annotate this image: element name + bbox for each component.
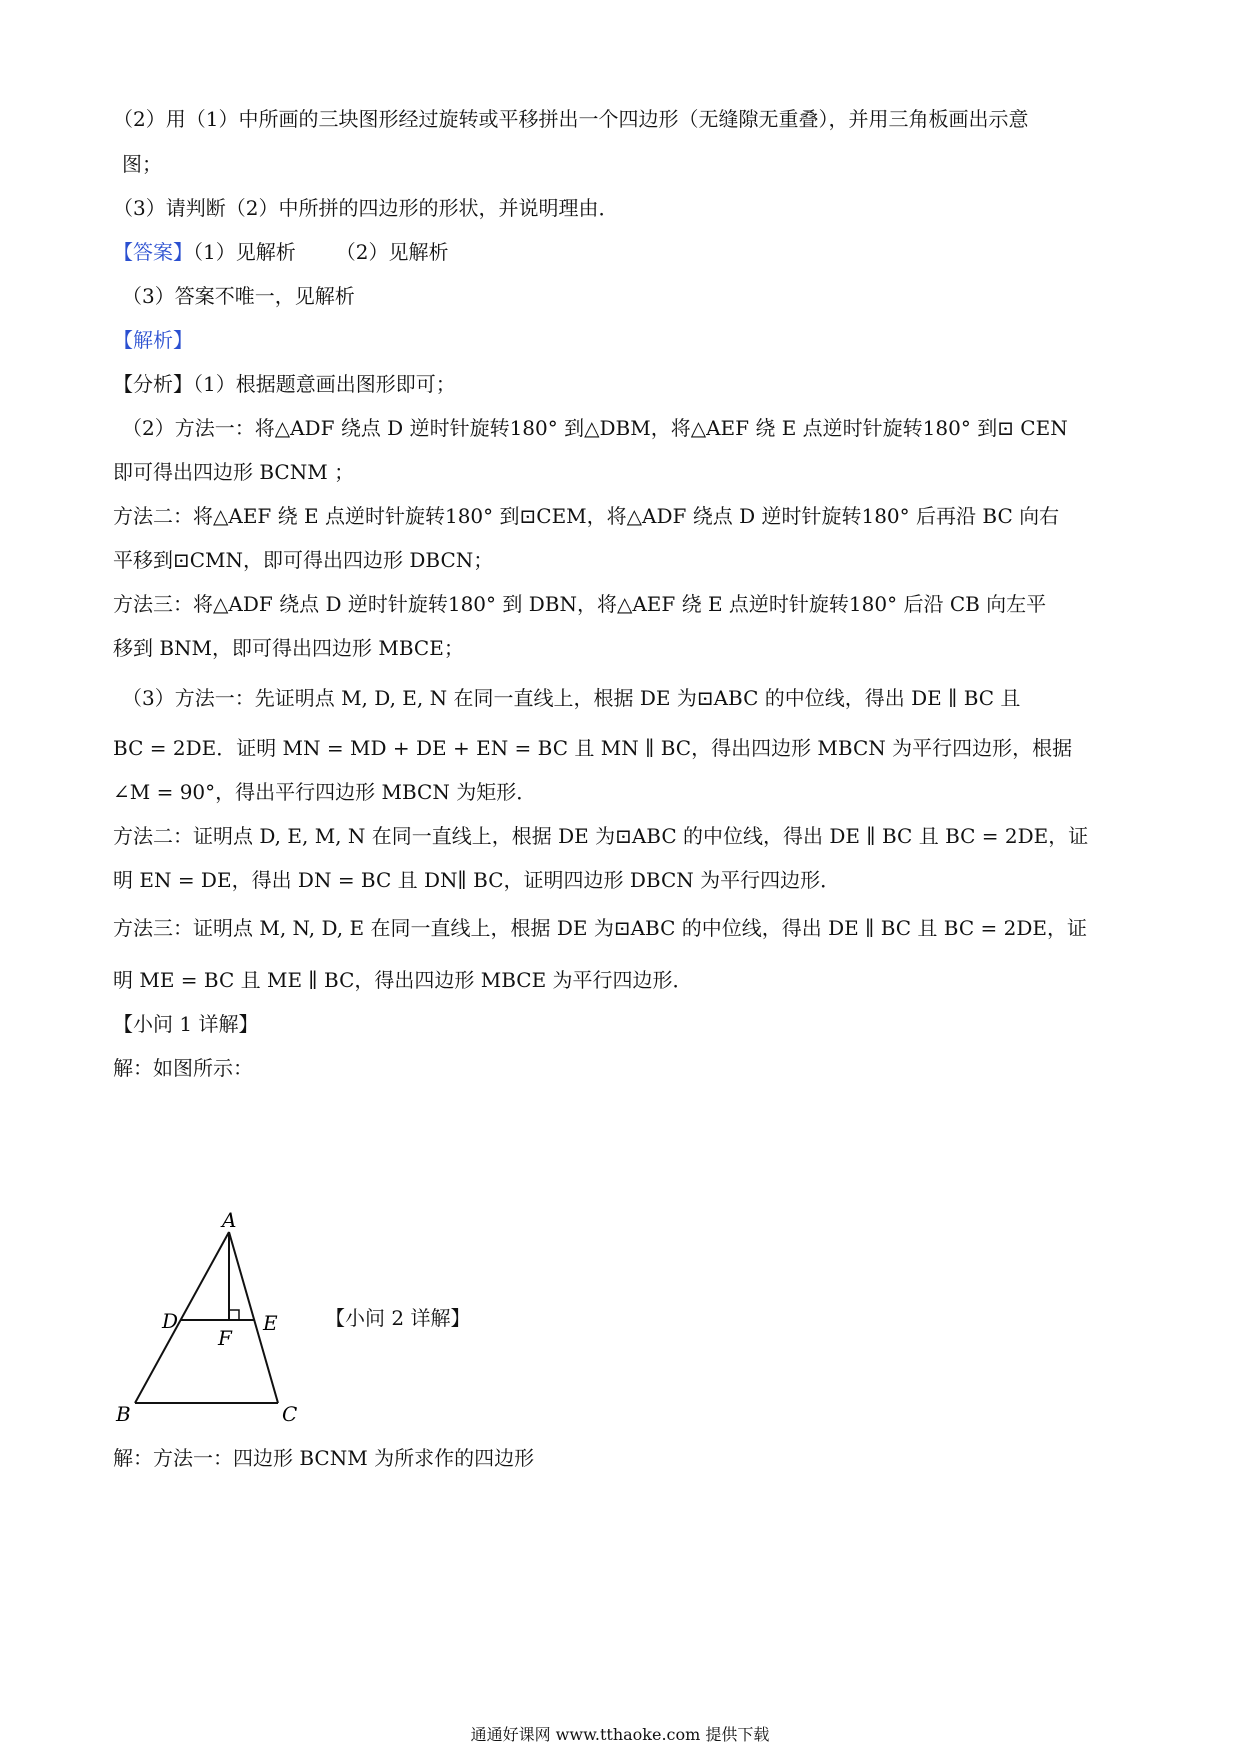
method-3-3: 方法三：证明点 M, N, D, E 在同一直线上，根据 DE 为⊡ABC 的中位线，得出 DE ∥ BC 且 BC = 2DE，证 — [113, 916, 1087, 940]
analysis-label: 【解析】 — [113, 328, 193, 352]
method-3-1-end: ∠M = 90°，得出平行四边形 MBCN 为矩形． — [113, 780, 537, 804]
right-angle-mark — [229, 1310, 239, 1320]
page-footer: 通通好课网 www.tthaoke.com 提供下载 — [470, 1725, 770, 1744]
answer-part-2: （2）见解析 — [335, 240, 449, 264]
answer-part-3: （3）答案不唯一，见解析 — [122, 284, 355, 308]
answer-part-1: （1）见解析 — [193, 240, 296, 264]
sub2-solution: 解：方法一：四边形 BCNM 为所求作的四边形 — [113, 1446, 535, 1470]
label-a: A — [222, 1210, 237, 1232]
method-2-3: 方法三：将△ADF 绕点 D 逆时针旋转180° 到 DBN，将△AEF 绕 E 点逆时针旋转180° 后沿 CB 向左平 — [113, 592, 1047, 616]
method-2-1-cont: 即可得出四边形 BCNM ； — [113, 460, 355, 484]
answer-line — [113, 238, 448, 266]
method-2-3-cont: 移到 BNM，即可得出四边形 MBCE； — [113, 636, 464, 660]
side-ab — [135, 1232, 229, 1403]
problem-part-2: （2）用（1）中所画的三块图形经过旋转或平移拼出一个四边形（无缝隙无重叠），并用三角板画出示意 — [113, 107, 1029, 131]
answer-label: 【答案】 — [113, 240, 193, 264]
method-3-1: （3）方法一：先证明点 M, D, E, N 在同一直线上，根据 DE 为⊡ABC 的中位线，得出 DE ∥ BC 且 — [122, 686, 1021, 710]
problem-part-2-cont: 图； — [122, 152, 162, 176]
label-b: B — [116, 1402, 131, 1426]
method-2-1: （2）方法一：将△ADF 绕点 D 逆时针旋转180° 到△DBM，将△AEF 绕 E 点逆时针旋转180° 到⊡ CEN — [122, 416, 1068, 440]
label-d: D — [162, 1309, 179, 1333]
method-3-3-cont: 明 ME = BC 且 ME ∥ BC，得出四边形 MBCE 为平行四边形． — [113, 968, 693, 992]
problem-part-3: （3）请判断（2）中所拼的四边形的形状，并说明理由． — [113, 196, 619, 220]
analysis-summary: 【分析】（1）根据题意画出图形即可； — [113, 372, 456, 396]
method-2-2-cont: 平移到⊡CMN，即可得出四边形 DBCN； — [113, 548, 494, 572]
sub1-solution: 解：如图所示： — [113, 1056, 253, 1080]
triangle-figure — [110, 1210, 310, 1430]
label-f: F — [218, 1326, 232, 1350]
method-3-2-cont: 明 EN = DE，得出 DN = BC 且 DN∥ BC，证明四边形 DBCN 为平行四边形． — [113, 868, 841, 892]
method-3-2: 方法二：证明点 D, E, M, N 在同一直线上，根据 DE 为⊡ABC 的中位线，得出 DE ∥ BC 且 BC = 2DE，证 — [113, 824, 1089, 848]
method-2-2: 方法二：将△AEF 绕 E 点逆时针旋转180° 到⊡CEM，将△ADF 绕点 D 逆时针旋转180° 后再沿 BC 向右 — [113, 504, 1060, 528]
label-e: E — [263, 1311, 278, 1335]
label-c: C — [282, 1402, 298, 1426]
method-3-1-cont: BC = 2DE．证明 MN = MD + DE + EN = BC 且 MN ∥ BC，得出四边形 MBCN 为平行四边形，根据 — [113, 736, 1073, 760]
sub2-title: 【小问 2 详解】 — [325, 1306, 471, 1330]
sub1-title: 【小问 1 详解】 — [113, 1012, 259, 1036]
